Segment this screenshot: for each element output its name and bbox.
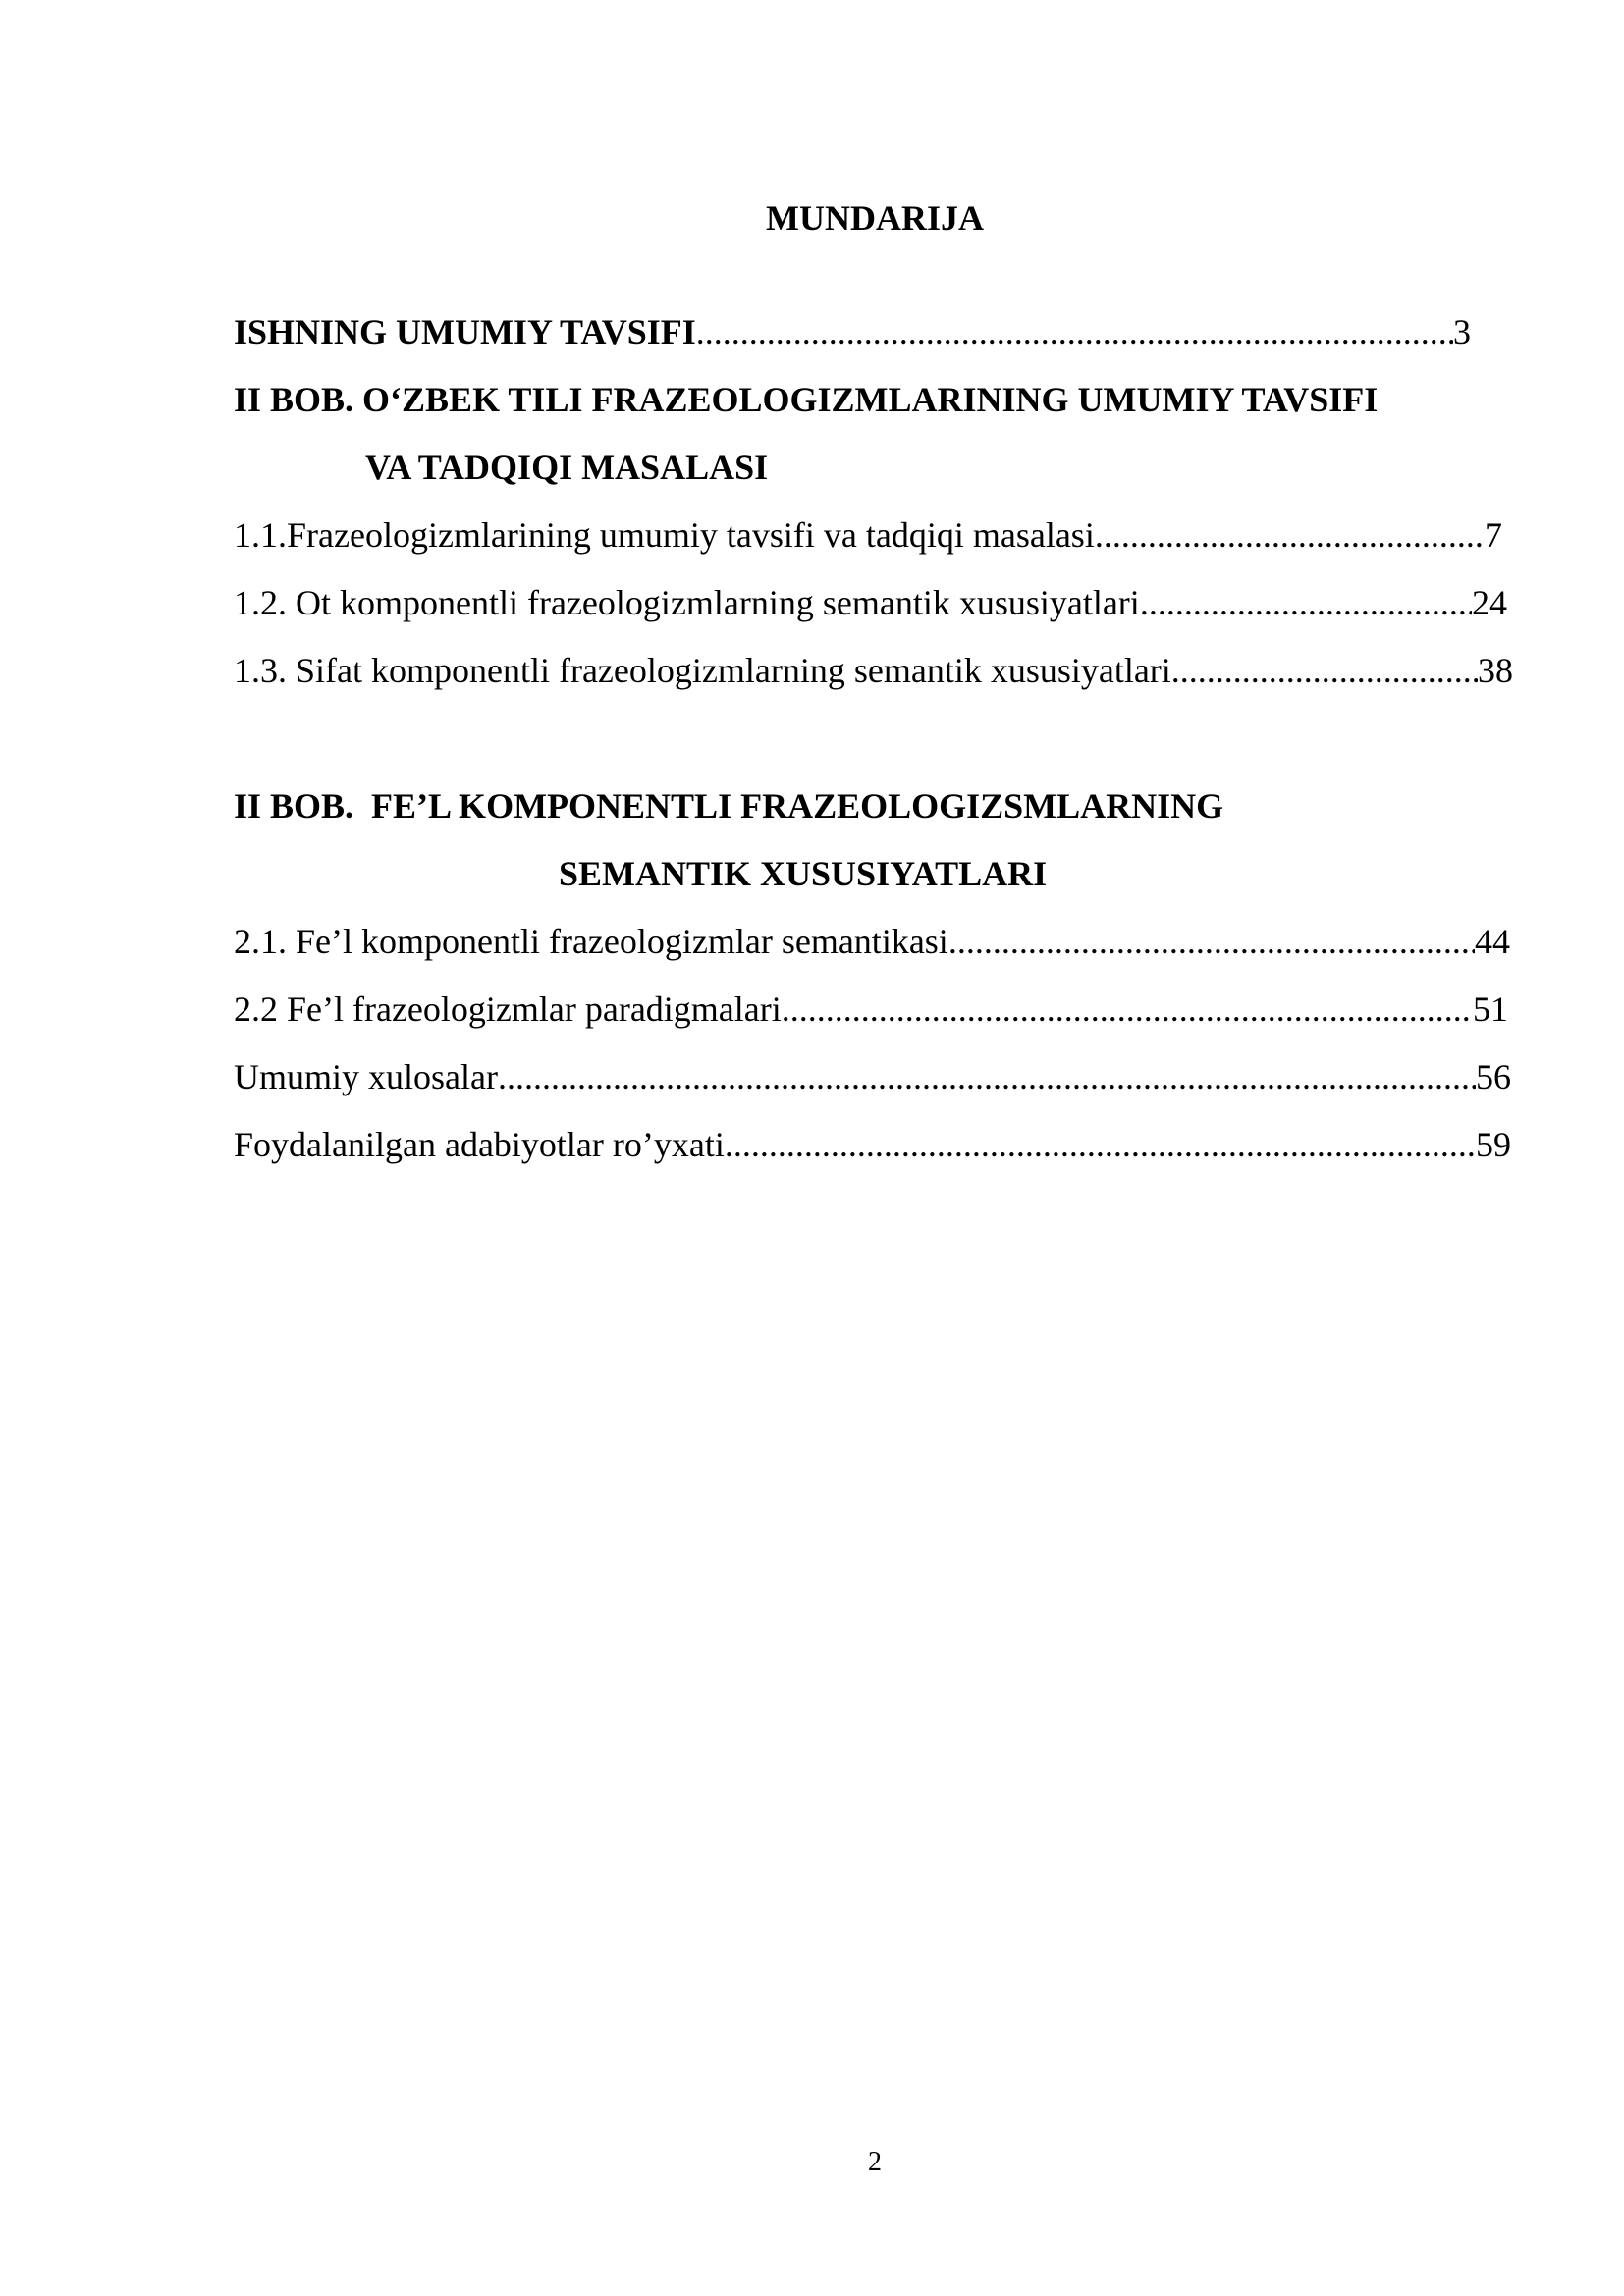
leader-dots — [782, 984, 1473, 1035]
toc-entry-1-2 — [234, 577, 1507, 628]
toc-entry-text: 1.3. Sifat komponentli frazeologizmlarning semantik xususiyatlari — [234, 651, 1171, 690]
toc-entry-2-1 — [234, 916, 1510, 967]
toc-entry-text: ISHNING UMUMIY TAVSIFI — [234, 312, 696, 351]
toc-entry-text: Umumiy xulosalar — [234, 1057, 498, 1096]
leader-dots — [696, 306, 1453, 357]
toc-entry-page: 7 — [1485, 515, 1502, 555]
leader-dots — [498, 1051, 1476, 1102]
toc-entry-2-2 — [234, 984, 1508, 1035]
toc-entry-conclusions — [234, 1051, 1511, 1102]
toc-entry-page: 56 — [1476, 1057, 1511, 1096]
toc-entry-text: 1.1.Frazeologizmlarining umumiy tavsifi va tadqiqi masalasi — [234, 515, 1095, 555]
toc-entry-references — [234, 1119, 1511, 1170]
toc-entry-page: 3 — [1453, 312, 1471, 351]
toc-entry-1-3 — [234, 645, 1513, 696]
leader-dots — [1095, 509, 1485, 561]
chapter-2-heading-line-2: SEMANTIK XUSUSIYATLARI — [559, 854, 1048, 893]
toc-entry-page: 59 — [1476, 1125, 1511, 1164]
toc-entry-page: 24 — [1472, 583, 1507, 622]
leader-dots — [1140, 577, 1472, 628]
leader-dots — [948, 916, 1475, 967]
toc-heading: MUNDARIJA — [766, 198, 984, 238]
toc-entry-general-description — [234, 306, 1471, 357]
chapter-1-heading-line-1: II BOB. O‘ZBEK TILI FRAZEOLOGIZMLARINING UMUMIY TAVSIFI — [234, 380, 1379, 419]
leader-dots — [725, 1119, 1476, 1170]
toc-entry-text: 2.1. Fe’l komponentli frazeologizmlar semantikasi — [234, 922, 948, 961]
chapter-1-heading-line-2: VA TADQIQI MASALASI — [365, 448, 769, 487]
toc-entry-page: 38 — [1478, 651, 1513, 690]
toc-entry-page: 44 — [1475, 922, 1510, 961]
toc-entry-1-1 — [234, 509, 1502, 561]
toc-entry-text: 1.2. Ot komponentli frazeologizmlarning semantik xususiyatlari — [234, 583, 1140, 622]
toc-entry-page: 51 — [1473, 989, 1508, 1029]
chapter-2-heading-line-1: II BOB. FE’L KOMPONENTLI FRAZEOLOGIZSMLARNING — [234, 786, 1224, 826]
toc-entry-text: Foydalanilgan adabiyotlar ro’yxati — [234, 1125, 725, 1164]
toc-entry-text: 2.2 Fe’l frazeologizmlar paradigmalari — [234, 989, 782, 1029]
page-number: 2 — [868, 2147, 882, 2177]
leader-dots — [1171, 645, 1478, 696]
